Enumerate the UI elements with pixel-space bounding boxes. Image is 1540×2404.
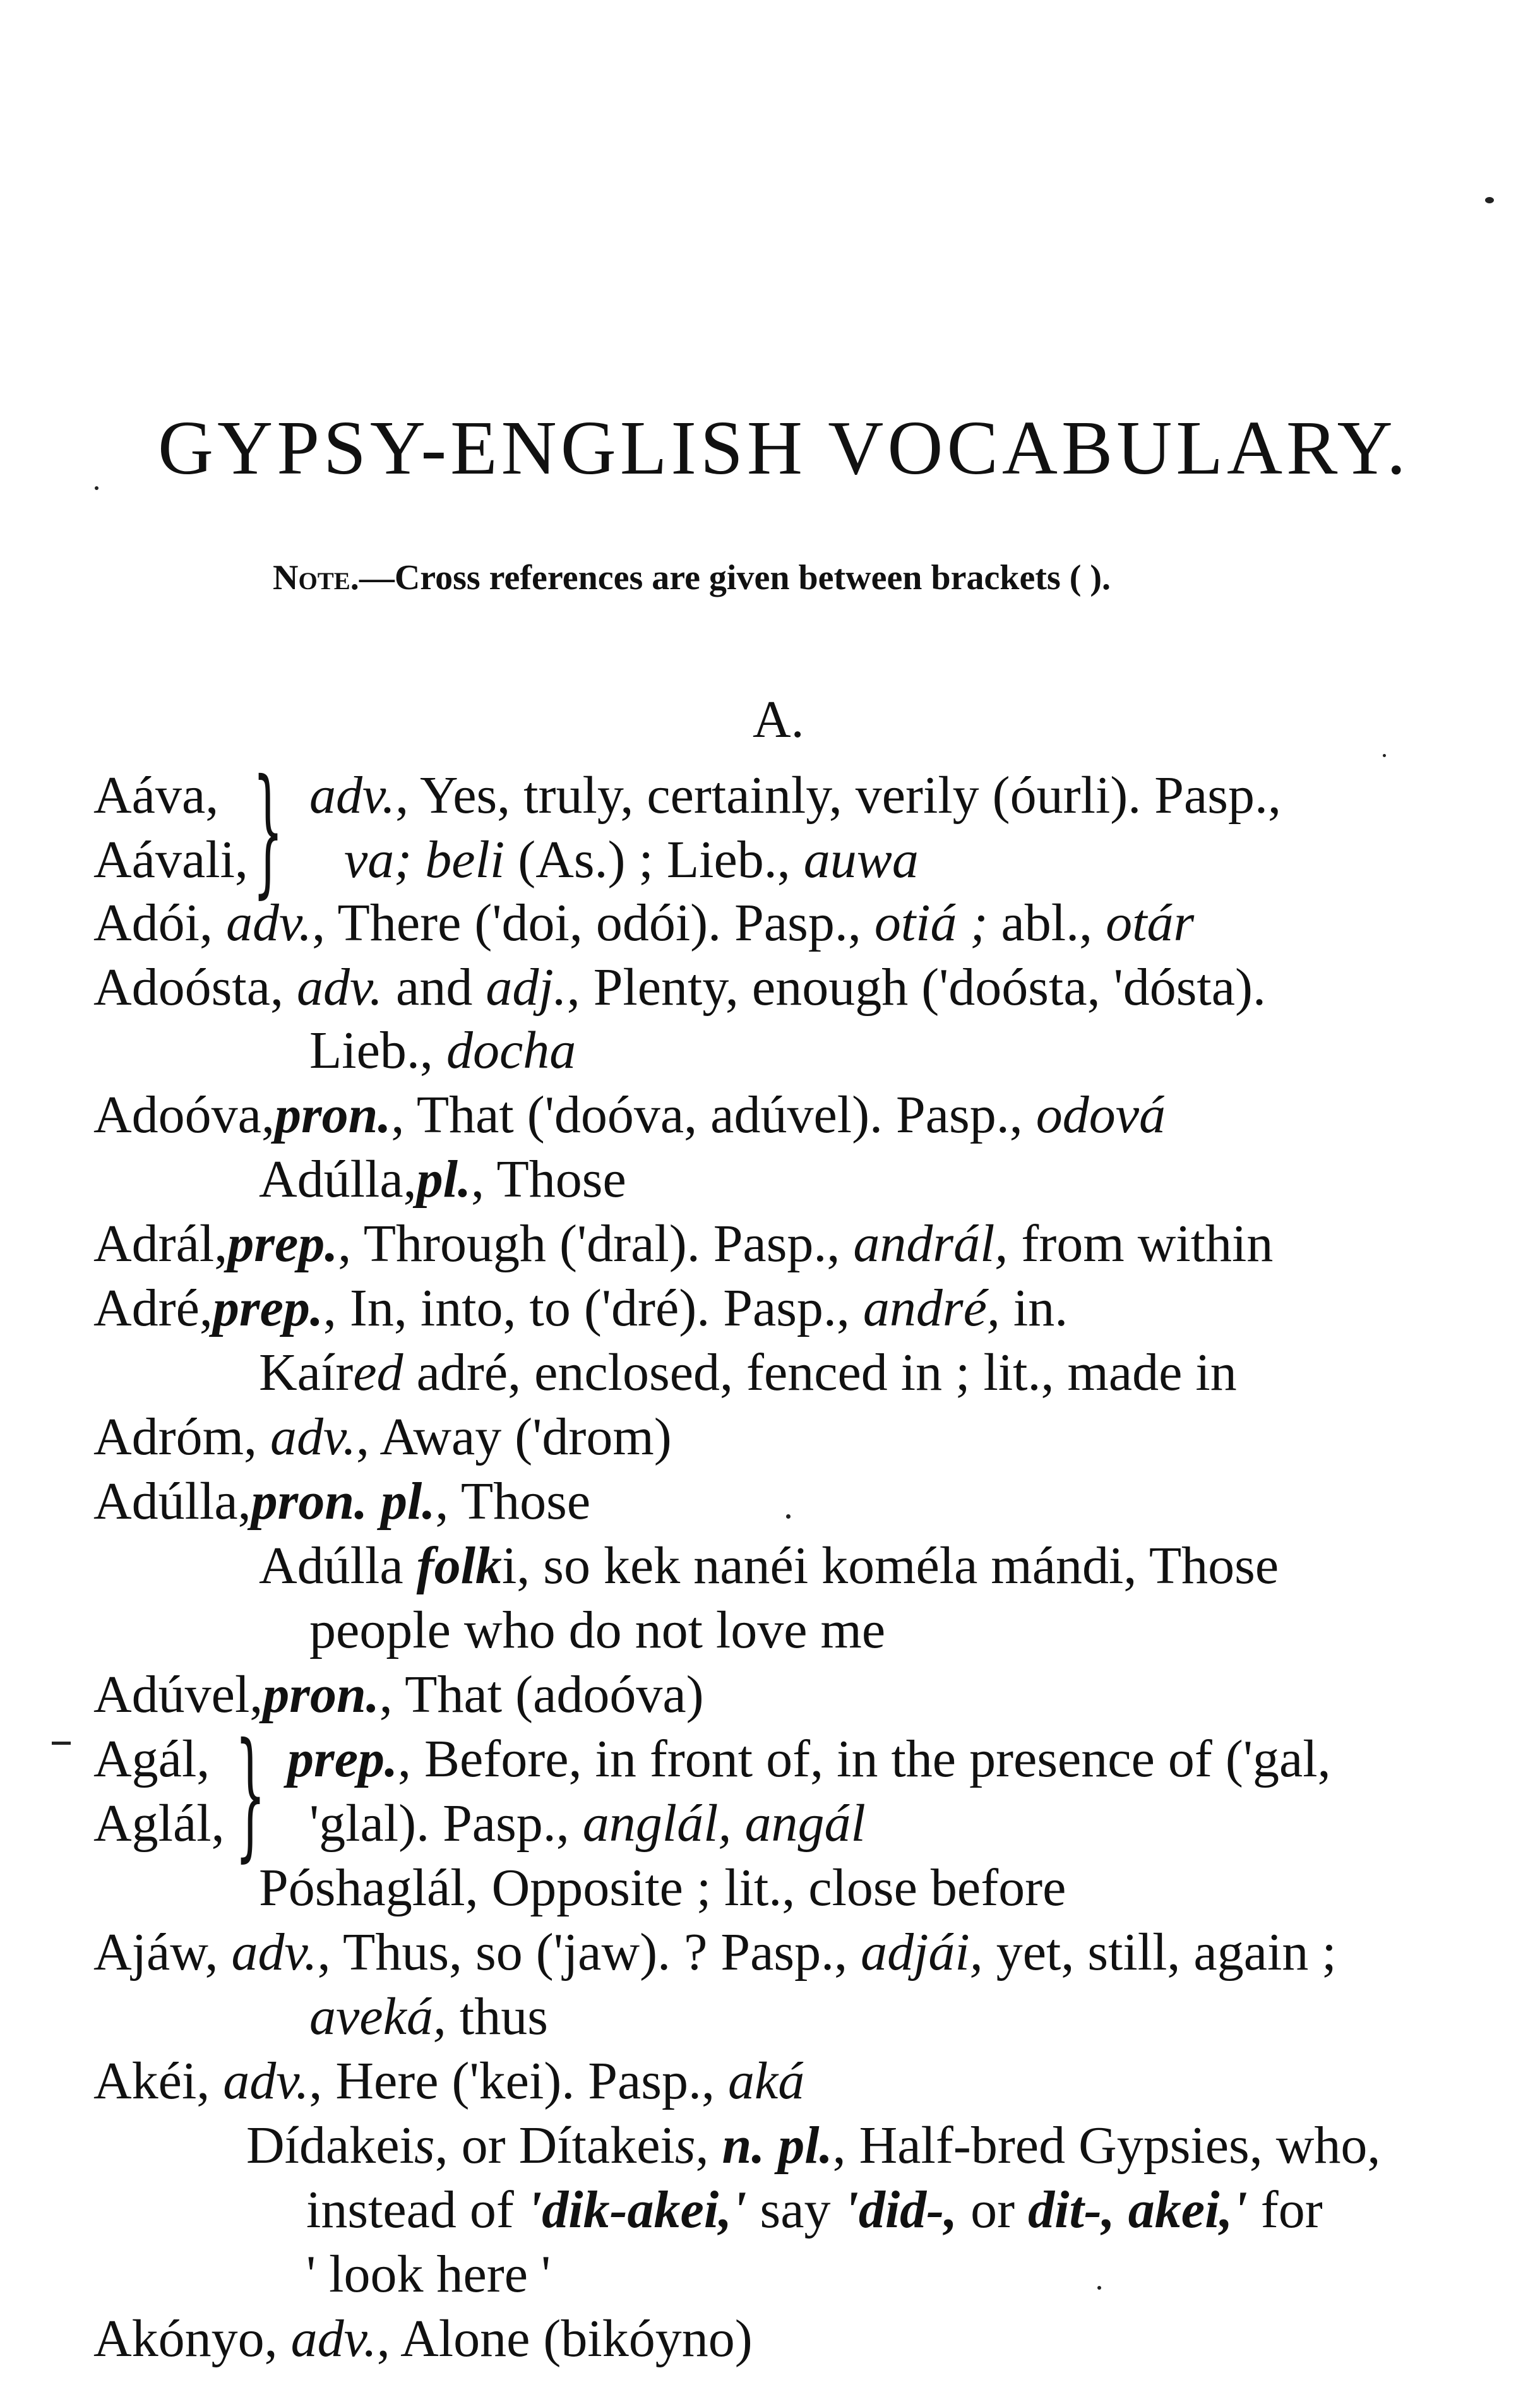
part-of-speech: prep. xyxy=(227,1214,338,1273)
definition: , That ('doóva, adúvel). Pasp., xyxy=(391,1085,1036,1144)
part-of-speech: pron. pl. xyxy=(251,1472,436,1531)
part-of-speech: adv. xyxy=(309,766,396,825)
subentry-adulla-folki-2 xyxy=(309,1599,885,1662)
phrase: Dídakei xyxy=(246,2116,414,2175)
gloss: yet, still, again ; xyxy=(982,1923,1337,1982)
reference: (As.) ; Lieb., xyxy=(504,830,804,889)
entry-aavali xyxy=(93,828,248,892)
section-letter: A. xyxy=(753,690,804,749)
phrase-suffix: ed xyxy=(353,1343,403,1402)
quoted-form: 'did-, xyxy=(844,2180,958,2239)
subentry-adulla xyxy=(259,1148,626,1211)
part-of-speech: prep. xyxy=(212,1279,323,1337)
subentry-adulla-folki xyxy=(259,1534,1279,1598)
entry-agal-def-2 xyxy=(309,1792,866,1855)
entry-adrom xyxy=(93,1406,672,1469)
part-of-speech: prep. xyxy=(287,1730,398,1788)
part-of-speech: n. pl. xyxy=(722,2116,833,2175)
separator: , xyxy=(695,2116,722,2175)
definition: people who do not love me xyxy=(309,1601,886,1659)
entry-adoosta-2 xyxy=(309,1019,576,1082)
definition: i, so kek nanéi koméla mándi, Those xyxy=(501,1536,1279,1595)
part-of-speech: pl. xyxy=(416,1150,471,1209)
quoted-form: dit-, akei,' xyxy=(1028,2180,1248,2239)
entry-agal-def xyxy=(287,1728,1331,1791)
headword: Adúlla, xyxy=(93,1472,251,1531)
headword: Adúvel, xyxy=(93,1665,263,1724)
gloss: from within xyxy=(1008,1214,1274,1273)
definition: 'glal). Pasp., xyxy=(309,1794,583,1853)
entry-ajaw-2 xyxy=(309,1985,548,2048)
definition: , Away ('drom) xyxy=(356,1408,672,1466)
cognate-form: otár xyxy=(1106,894,1195,952)
part-of-speech: adv. xyxy=(231,1923,318,1982)
entry-aava xyxy=(93,764,218,827)
phrase-suffix: s xyxy=(414,2116,435,2175)
definition: , That (adoóva) xyxy=(379,1665,704,1724)
definition: instead of xyxy=(306,2180,527,2239)
entry-aava-def xyxy=(309,764,1281,827)
entry-adre xyxy=(93,1277,1068,1340)
margin-dash xyxy=(52,1742,71,1745)
entry-aduvel xyxy=(93,1663,704,1726)
entry-adoi xyxy=(93,892,1194,955)
variant-form: va; beli xyxy=(344,830,505,889)
note-line xyxy=(273,556,1111,600)
definition: , Here ('kei). Pasp., xyxy=(309,2052,728,2110)
cognate-form: aveká, xyxy=(309,1987,446,2046)
subentry-didakeis-3 xyxy=(306,2243,551,2306)
headword: Adoósta, xyxy=(93,958,297,1017)
subentry-kaired xyxy=(259,1341,1237,1404)
definition: , Half-bred Gypsies, who, xyxy=(832,2116,1381,2175)
entry-aglal xyxy=(93,1792,225,1855)
page-title: GYPSY-ENGLISH VOCABULARY. xyxy=(158,405,1410,491)
entry-adral xyxy=(93,1212,1273,1276)
entry-akonyo xyxy=(93,2307,753,2371)
part-of-speech: adv. xyxy=(290,2309,377,2368)
gloss: thus xyxy=(446,1987,548,2046)
part-of-speech: adv. xyxy=(226,894,313,952)
part-of-speech: adj. xyxy=(486,958,567,1017)
entry-akei xyxy=(93,2050,804,2113)
note-label: Note. xyxy=(273,558,359,597)
definition: or xyxy=(957,2180,1029,2239)
quoted-form: 'dik-akei,' xyxy=(527,2180,747,2239)
cognate-form: anglál, angál xyxy=(582,1794,866,1853)
cognate-form: odová xyxy=(1036,1085,1166,1144)
ink-speck xyxy=(95,486,98,490)
cognate-form: auwa xyxy=(803,830,919,889)
entry-adulla xyxy=(93,1470,590,1533)
headword: Adré, xyxy=(93,1279,213,1337)
brace-icon: } xyxy=(253,750,284,911)
reference: abl., xyxy=(988,894,1106,952)
subentry-poshaglal xyxy=(259,1857,1066,1920)
definition: ' look here ' xyxy=(306,2245,551,2304)
note-text: —Cross references are given between brackets ( ). xyxy=(359,558,1111,597)
headword: Akéi, xyxy=(93,2052,224,2110)
headword: Adrál, xyxy=(93,1214,228,1273)
phrase-italic: folk xyxy=(416,1536,502,1595)
cognate-form: docha xyxy=(446,1021,576,1080)
headword: Agál, xyxy=(93,1730,210,1788)
entry-ajaw xyxy=(93,1921,1337,1984)
definition: , Through ('dral). Pasp., xyxy=(338,1214,854,1273)
headword: Aávali, xyxy=(93,830,248,889)
definition: say xyxy=(746,2180,844,2239)
headword: Akónyo, xyxy=(93,2309,291,2368)
definition: , In, into, to ('dré). Pasp., xyxy=(323,1279,863,1337)
entry-agal xyxy=(93,1728,210,1791)
entry-adoova xyxy=(93,1084,1166,1147)
subentry-didakeis-2 xyxy=(306,2179,1323,2242)
definition: , Yes, truly, certainly, verily (óurli). Pasp., xyxy=(395,766,1281,825)
headword: Ajáw, xyxy=(93,1923,232,1982)
cognate-form: andrál, xyxy=(853,1214,1008,1273)
part-of-speech: pron. xyxy=(263,1665,379,1724)
definition: , Those xyxy=(435,1472,591,1531)
ink-speck xyxy=(1097,2286,1101,2290)
phrase: , or Dítakei xyxy=(434,2116,675,2175)
definition: , Before, in front of, in the presence of ('gal, xyxy=(397,1730,1331,1788)
phrase: Adúlla xyxy=(259,1536,417,1595)
brace-icon: } xyxy=(235,1713,266,1875)
phrase-suffix: s xyxy=(674,2116,696,2175)
definition: adré, enclosed, fenced in ; lit., made in xyxy=(403,1343,1237,1402)
definition: for xyxy=(1247,2180,1323,2239)
definition: , Plenty, enough ('doósta, 'dósta). xyxy=(566,958,1267,1017)
cognate-form: aká xyxy=(727,2052,805,2110)
definition: , Those xyxy=(470,1150,626,1209)
cognate-form: otiá ; xyxy=(874,894,988,952)
conjunction: and xyxy=(383,958,486,1017)
gloss: in. xyxy=(1000,1279,1068,1337)
headword: Aáva, xyxy=(93,766,219,825)
cognate-form: adjái, xyxy=(861,1923,983,1982)
definition: , Thus, so ('jaw). ? Pasp., xyxy=(317,1923,861,1982)
definition: Póshaglál, Opposite ; lit., close before xyxy=(259,1858,1066,1917)
definition: , There ('doi, odói). Pasp., xyxy=(312,894,874,952)
part-of-speech: adv. xyxy=(296,958,383,1017)
headword: Adúlla, xyxy=(259,1150,417,1209)
cognate-form: andré, xyxy=(863,1279,1000,1337)
subentry-didakeis xyxy=(246,2114,1380,2177)
headword: Adói, xyxy=(93,894,226,952)
headword: Adoóva, xyxy=(93,1085,275,1144)
headword: Aglál, xyxy=(93,1794,225,1853)
ink-speck xyxy=(1485,197,1494,203)
ink-speck xyxy=(786,1514,791,1519)
definition: , Alone (bikóyno) xyxy=(376,2309,753,2368)
ink-speck xyxy=(1383,754,1386,757)
phrase: Kaír xyxy=(259,1343,354,1402)
headword: Adróm, xyxy=(93,1408,270,1466)
entry-aava-def-2 xyxy=(344,828,919,892)
part-of-speech: adv. xyxy=(223,2052,309,2110)
entry-adoosta xyxy=(93,956,1266,1019)
reference: Lieb., xyxy=(309,1021,446,1080)
part-of-speech: adv. xyxy=(270,1408,357,1466)
part-of-speech: pron. xyxy=(274,1085,391,1144)
